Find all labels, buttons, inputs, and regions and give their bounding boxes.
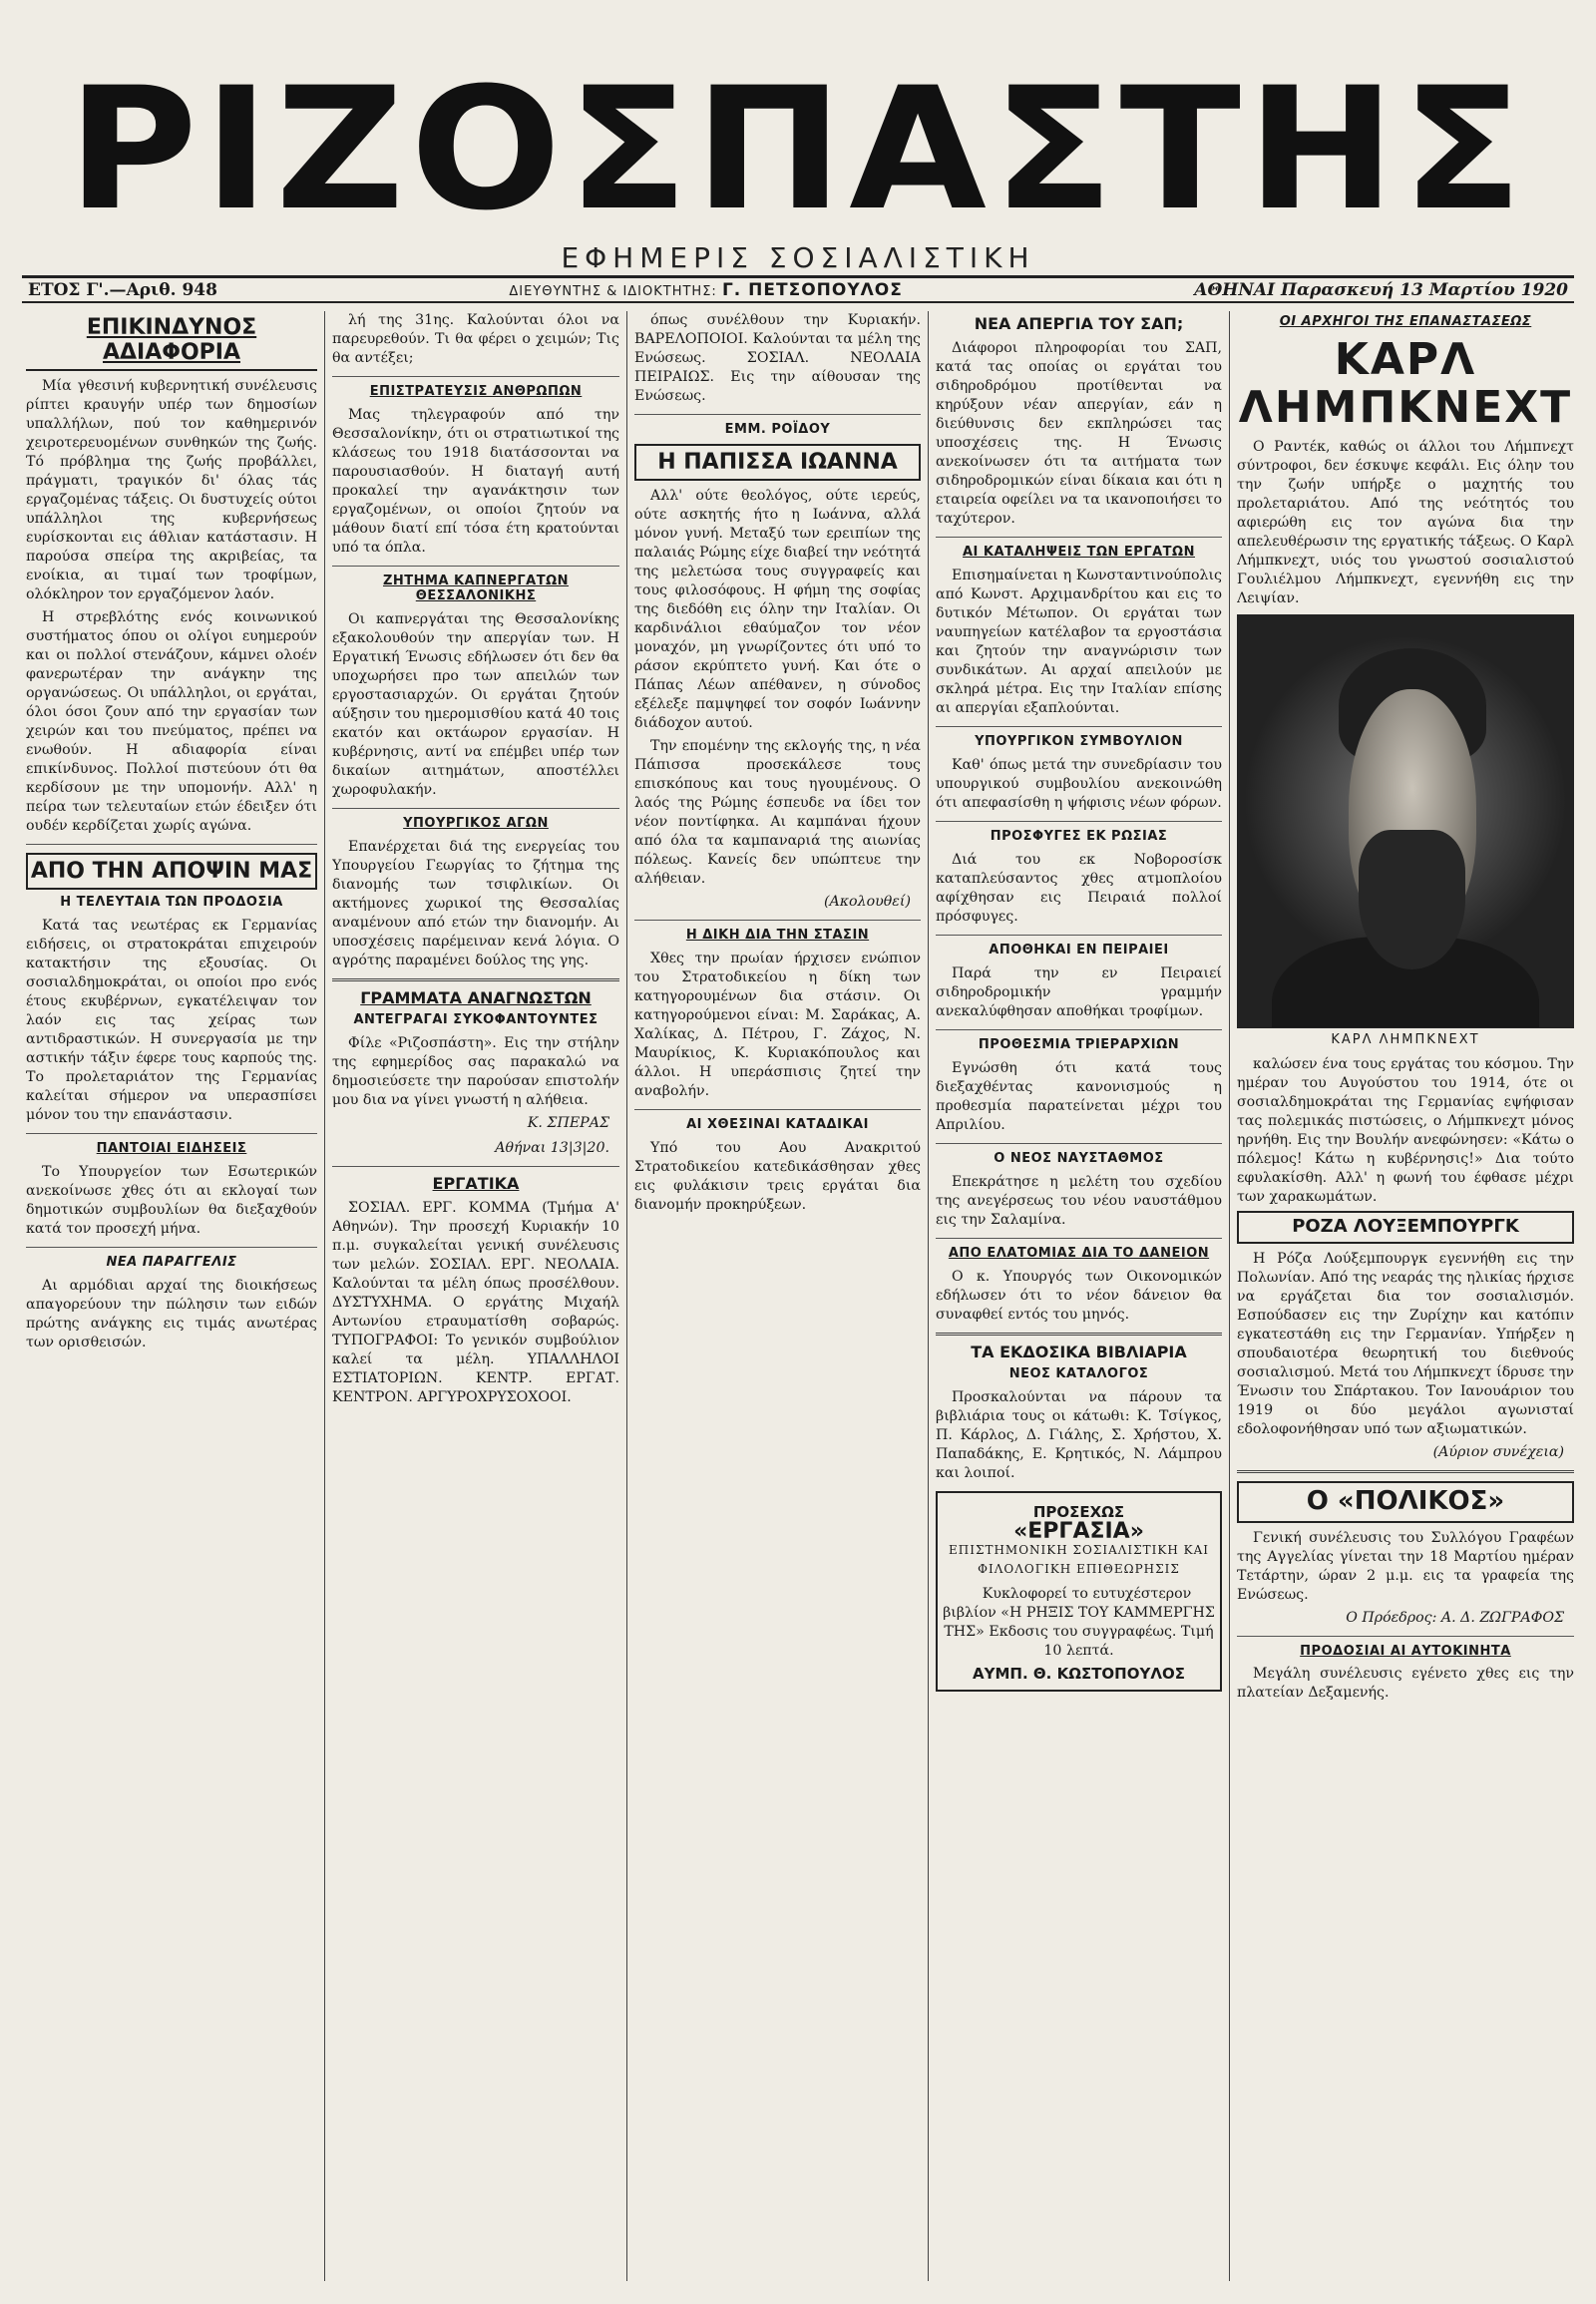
article-headline: ΥΠΟΥΡΓΙΚΟΝ ΣΥΜΒΟΥΛΙΟΝ	[975, 734, 1183, 750]
column-3	[634, 311, 921, 2281]
issue-number: ΕΤΟΣ Γ'.—Αριθ. 948	[28, 279, 217, 300]
article-headline: ΠΡΟΔΟΣΙΑΙ ΑΙ ΑΥΤΟΚΙΝΗΤΑ	[1300, 1643, 1511, 1659]
article-subheadline: ΝΕΟΣ ΚΑΤΑΛΟΓΟΣ	[1008, 1366, 1149, 1382]
divider	[936, 1333, 1222, 1336]
divider	[26, 844, 317, 845]
divider	[634, 1109, 921, 1110]
divider	[936, 1143, 1222, 1144]
article-text: Γενική συνέλευσις του Συλλόγου Γραφέων της Αγγελίας γίνεται την 18 Μαρτίου ημέραν Τετάρτην, ώραν 2 μ.μ. εις τα γραφεία της Ενώσεως.	[1237, 1529, 1574, 1603]
divider	[936, 935, 1222, 936]
article-author: ΕΜΜ. ΡΟΪΔΟΥ	[724, 422, 831, 437]
article-text: Διά του εκ Νοβοροσίσκ καταπλεύσαντος χθες ατμοπλοίου αφίχθησαν εις Πειραιά πολλοί πρόσφυγες.	[936, 852, 1222, 926]
article-text: Μία γθεσινή κυβερνητική συνέλευσις ρίπτει κραυγήν υπέρ των δημοσίων υπαλλήλων, πού τον καθημερινόν χειροτερευομένων συνθηκών της ζωής. Τό πρόβλημα της ζωής προβάλλει, πράγματι, τραγικόν δι' όλας τάς εργαζομένας τάξεις. Οι δυστυχείς ούτοι υπάλληλοι της κυβερνήσεως ευρίσκονται εις άθλιαν κατάστασιν. Η παρούσα σπείρα της ακριβείας, τα ενοίκια, αι τιμαί των τροφίμων, ολόκληρον τον εργαζόμενον λαόν.	[26, 377, 317, 602]
article-text: όπως συνέλθουν την Κυριακήν. ΒΑΡΕΛΟΠΟΙΟΙ. Καλούνται τα μέλη της Ενώσεως. ΣΟΣΙΑΛ. ΝΕΟΛΑΙΑ ΠΕΙΡΑΙΩΣ. Εις την αίθουσαν της Ενώσεως.	[634, 312, 921, 404]
photo-caption: ΚΑΡΛ ΛΗΜΠΚΝΕΧΤ	[1331, 1031, 1480, 1047]
column-1	[26, 311, 317, 2281]
article-headline: ΝΕΑ ΠΑΡΑΓΓΕΛΙΣ	[106, 1254, 237, 1270]
section-headline: ΓΡΑΜΜΑΤΑ ΑΝΑΓΝΩΣΤΩΝ	[360, 987, 592, 1007]
director-name: Γ. ΠΕΤΣΟΠΟΥΛΟΣ	[721, 279, 903, 300]
article-headline: ΠΑΝΤΟΙΑΙ ΕΙΔΗΣΕΙΣ	[96, 1140, 247, 1156]
article-headline: Ο ΝΕΟΣ ΝΑΥΣΤΑΘΜΟΣ	[994, 1151, 1164, 1167]
advertisement-box	[936, 1491, 1222, 1692]
article-text: Παρά την εν Πειραιεί σιδηροδρομικήν γραμμήν ανεκαλύφθησαν αποθήκαι τροφίμων.	[936, 965, 1222, 1020]
article-text: Επισημαίνεται η Κωνσταντινούπολις από Κωνστ. Αρχιμανδρίτου και εις το δυτικόν Μέτωπον. Οι εργάται των ναυπηγείων κατέλαβον τα εργοστάσια και ζητούν την αναγνώρισιν των συνδικάτων. Αι αρχαί απειλούν με σκληρά μέτρα. Εις την Ιταλίαν επίσης αι απεργίαι εξαπλούνται.	[936, 568, 1222, 717]
article-text: Το Υπουργείον των Εσωτερικών ανεκοίνωσε χθες ότι αι εκλογαί των δημοτικών συμβουλίων θα διεξαχθούν κατά τον προσεχή μήνα.	[26, 1163, 317, 1237]
masthead	[0, 51, 1596, 274]
article-headline: ΕΠΙΚΙΝΔΥΝΟΣ ΑΔΙΑΦΟΡΙΑ	[26, 315, 317, 371]
column-rule	[1229, 311, 1230, 2281]
section-tagline: ΟΙ ΑΡΧΗΓΟΙ ΤΗΣ ΕΠΑΝΑΣΤΑΣΕΩΣ	[1279, 314, 1532, 329]
column-5	[1237, 311, 1574, 2281]
divider	[936, 1029, 1222, 1030]
ad-footer: ΑΥΜΠ. Θ. ΚΩΣΤΟΠΟΥΛΟΣ	[973, 1665, 1185, 1684]
article-text: Προσκαλούνται να πάρουν τα βιβλιάρια τους οι κάτωθι: Κ. Τσίγκος, Π. Κάρλος, Δ. Γιάλης, Σ. Χρήστου, Χ. Παπαδάκης, Ε. Κρητικός, Ν. Λάμπρου και λοιποί.	[936, 1389, 1222, 1482]
newspaper-subtitle: ΕΦΗΜΕΡΙΣ ΣΟΣΙΑΛΙΣΤΙΚΗ	[561, 241, 1035, 274]
column-2	[332, 311, 619, 2281]
photo-figure-beard	[1359, 830, 1466, 969]
divider	[1237, 1470, 1574, 1473]
article-text: Η στρεβλότης ενός κοινωνικού συστήματος όπου οι ολίγοι ευημερούν και οι πολλοί στενάζουν, κάμνει ολοέν φανερωτέραν την ανάγκην της οργανώσεως. Οι υπάλληλοι, οι εργάται, όλοι όσοι ζουν από την εργασίαν των χειρών και του πνεύματος, πρέπει να ενωθούν. Η αδιαφορία είναι επικίνδυνος. Πολλοί πιστεύουν ότι θα κερδίσουν με την υπομονήν. Αλλ' η πείρα των τελευταίων ετών έδειξεν ότι ουδέν κερδίζεται χωρίς αγώνα.	[26, 608, 317, 834]
divider	[634, 920, 921, 921]
feature-headline: ΚΑΡΛ ΛΗΜΠΚΝΕΧΤ	[1238, 333, 1573, 433]
ad-subtitle: ΕΠΙΣΤΗΜΟΝΙΚΗ ΣΟΣΙΑΛΙΣΤΙΚΗ ΚΑΙ ΦΙΛΟΛΟΓΙΚΗ ΕΠΙΘΕΩΡΗΣΙΣ	[949, 1543, 1209, 1577]
divider	[936, 821, 1222, 822]
article-headline: ΑΠΟΘΗΚΑΙ ΕΝ ΠΕΙΡΑΙΕΙ	[989, 943, 1169, 959]
article-text: Καθ' όπως μετά την συνεδρίασιν του υπουργικού συμβουλίου ανεκοινώθη ότι απεφασίσθη η ψήφισις νέων φόρων.	[936, 757, 1222, 812]
column-rule	[324, 311, 325, 2281]
article-text: Επεκράτησε η μελέτη του σχεδίου της ανεγέρσεως του νέου ναυστάθμου εις την Σαλαμίνα.	[936, 1174, 1222, 1229]
ad-text: Κυκλοφορεί το ευτυχέστερον βιβλίον «Η ΡΗΞΙΣ ΤΟΥ ΚΑΜΜΕΡΓΗΣ ΤΗΣ» Εκδοσις του συγγραφέως. Τιμή 10 λεπτά.	[943, 1586, 1215, 1660]
article-text: ΣΟΣΙΑΛ. ΕΡΓ. ΚΟΜΜΑ (Τμήμα Α' Αθηνών). Την προσεχή Κυριακήν 10 π.μ. συγκαλείται γενική συνέλευσις των μελών. ΣΟΣΙΑΛ. ΕΡΓ. ΝΕΟΛΑΙΑ. Καλούνται τα μέλη όπως προσέλθουν. ΔΥΣΤΥΧΗΜΑ. Ο εργάτης Μιχαήλ Αντωνίου ετραυματίσθη σοβαρώς. ΤΥΠΟΓΡΑΦΟΙ: Το γενικόν συμβούλιον καλεί τα μέλη. ΥΠΑΛΛΗΛΟΙ ΕΣΤΙΑΤΟΡΙΩΝ. ΚΕΝΤΡ. ΕΡΓΑΤ. ΚΕΝΤΡΟΝ. ΑΡΓΥΡΟΧΡΥΣΟΧΟΟΙ.	[332, 1200, 619, 1406]
article-text: Επανέρχεται διά της ενεργείας του Υπουργείου Γεωργίας το ζήτημα της διανομής των τσιφλικίων. Οι ακτήμονες χωρικοί της Θεσσαλίας αναμένουν από ετών την διανομήν. Αι υποσχέσεις παρέμειναν κενά λόγια. Ο αγρότης παραμένει δούλος της γης.	[332, 838, 619, 968]
newspaper-title: ΡΙΖΟΣΠΑΣΤΗΣ	[67, 51, 1529, 247]
issue-info-bar	[22, 275, 1574, 303]
article-subheadline: ΑΝΤΕΓΡΑΓΑΙ ΣΥΚΟΦΑΝΤΟΥΝΤΕΣ	[353, 1012, 598, 1028]
article-text: Οι καπνεργάται της Θεσσαλονίκης εξακολουθούν την απεργίαν των. Η Εργατική Ένωσις εδήλωσεν ότι δεν θα υποχωρήσει προ των απειλών των εργοστασιαρχών. Οι εργάται ζητούν αύξησιν του ημερομισθίου κατά 40 τοις εκατόν και οκτάωρον εργασίαν. Η κυβέρνησις, αντί να επέμβει υπέρ των δικαίων αιτημάτων, αποστέλλει χωροφυλακήν.	[332, 610, 619, 798]
article-headline: ΥΠΟΥΡΓΙΚΟΣ ΑΓΩΝ	[403, 815, 549, 831]
divider	[936, 1238, 1222, 1239]
article-text: Φίλε «Ριζοσπάστη». Εις την στήλην της εφημερίδος σας παρακαλώ να δημοσιεύσετε την παρούσαν επιστολήν μου δια να γίνει γνωστή η αλήθεια.	[332, 1035, 619, 1109]
article-text: καλώσεν ένα τους εργάτας του κόσμου. Την ημέραν του Αυγούστου του 1914, ότε οι σοσιαλδημοκράται της Γερμανίας εψήφισαν τας πολεμικάς πιστώσεις, ο Λήμπκνεχτ μόνος ηρνήθη. Εις την Βουλήν ανεφώνησεν: «Κάτω ο πόλεμος! Κάτω η κυβέρνησις!» Δια τούτο εφυλακίσθη. Αλλ' η φωνή του έφθασε μέχρι των χαρακωμάτων.	[1237, 1055, 1574, 1205]
divider	[1237, 1636, 1574, 1637]
article-headline: ΑΙ ΧΘΕΣΙΝΑΙ ΚΑΤΑΔΙΚΑΙ	[686, 1117, 869, 1133]
portrait-photo	[1237, 614, 1574, 1028]
article-headline: Η ΔΙΚΗ ΔΙΑ ΤΗΝ ΣΤΑΣΙΝ	[685, 928, 870, 944]
notice-signature: Ο Πρόεδρος: Α. Δ. ΖΩΓΡΑΦΟΣ	[1346, 1609, 1564, 1626]
article-text: Εγνώσθη ότι κατά τους διεξαχθέντας κανονισμούς η προθεσμία παρατείνεται μέχρι του Απριλίου.	[936, 1060, 1222, 1134]
serial-continued: (Ακολουθεί)	[823, 894, 911, 911]
serial-headline: Η ΠΑΠΙΣΣΑ ΙΩΑΝΝΑ	[634, 444, 921, 481]
issue-date: ΑΘΗΝΑΙ Παρασκευή 13 Μαρτίου 1920	[1194, 279, 1568, 300]
director-line	[509, 280, 903, 300]
article-text: Διάφοροι πληροφορίαι του ΣΑΠ, κατά τας οποίας οι εργάται του σιδηροδρόμου προτίθενται να κηρύξουν νέαν απεργίαν, εάν η διεύθυνσις δεν εκπληρώσει τας υποσχέσεις της. Η Ένωσις ανεκοίνωσεν ότι τα αιτήματα των σιδηροδρομικών είναι δίκαια και ότι η εταιρεία οφείλει να τα ικανοποιήσει το ταχύτερον.	[936, 340, 1222, 528]
article-text: Κατά τας νεωτέρας εκ Γερμανίας ειδήσεις, οι στρατοκράται επιχειρούν κατακτήσιν της εξουσίας. Οι σοσιαλδημοκράται, οι οποίοι προ ενός έτους εκυβέρνων, εγκατέλειψαν τον λαόν εις τας χείρας των αντιδραστικών. Η συνεργασία με την αστικήν τάξιν έφερε τους καρπούς της. Το προλεταριάτον της Γερμανίας καλείται σήμερον να υπερασπίσει μόνον του την επανάστασιν.	[26, 917, 317, 1123]
article-headline: ΠΡΟΣΦΥΓΕΣ ΕΚ ΡΩΣΙΑΣ	[990, 829, 1168, 845]
letter-signature: Κ. ΣΠΕΡΑΣ	[527, 1115, 609, 1132]
divider	[332, 566, 619, 567]
serial-continued: (Αύριον συνέχεια)	[1432, 1443, 1564, 1460]
section-headline: ΑΠΟ ΤΗΝ ΑΠΟΨΙΝ ΜΑΣ	[26, 853, 317, 890]
article-headline: ΡΟΖΑ ΛΟΥΞΕΜΠΟΥΡΓΚ	[1237, 1211, 1574, 1244]
letter-date: Αθήναι 13|3|20.	[495, 1140, 609, 1157]
article-text: Η Ρόζα Λούξεμπουργκ εγεννήθη εις την Πολωνίαν. Από της νεαράς της ηλικίας ήρχισε να εργάζεται δια τον σοσιαλισμόν. Εσπούδασεν εις την Ζυρίχην και κατόπιν εγκατεστάθη εις την Γερμανίαν. Υπήρξεν η σπουδαιοτέρα θεωρητική του διεθνούς σοσιαλισμού. Μετά του Λήμπκνεχτ ίδρυσε την Ένωσιν του Σπάρτακου. Τον Ιανουάριον του 1919 οι δύο μεγάλοι αγωνισταί εδολοφονήθησαν υπό των αξιωματικών.	[1237, 1250, 1574, 1437]
article-headline: ΝΕΑ ΑΠΕΡΓΙΑ ΤΟΥ ΣΑΠ;	[974, 314, 1184, 333]
article-headline: ΕΠΙΣΤΡΑΤΕΥΣΙΣ ΑΝΘΡΩΠΩΝ	[369, 384, 583, 399]
article-text: Αι αρμόδιαι αρχαί της διοικήσεως απαγορεύουν την πώλησιν των ειδών πρώτης ανάγκης εις τιμάς ανωτέρας των ορισθεισών.	[26, 1277, 317, 1350]
ad-journal-name: «ΕΡΓΑΣΙΑ»	[1013, 1519, 1144, 1545]
article-text: λή της 31ης. Καλούνται όλοι να παρευρεθούν. Τι θα φέρει ο χειμών; Τις θα αντέξει;	[332, 312, 619, 366]
article-text: Ο Ραντέκ, καθώς οι άλλοι του Λήμπνεχτ σύντροφοι, δεν έσκυψε κεφάλι. Εις όλην του την ζωήν υπήρξε ο μαχητής του προλεταριάτου. Από της νεότητός του αφιερώθη εις τον αγώνα δια την απελευθέρωσιν της εργατικής τάξεως. Ο Καρλ Λήμπκνεχτ, υιός του γνωστού σοσιαλιστού Γουλιέλμου Λήμπκνεχτ, εγεννήθη εις την Λειψίαν.	[1237, 438, 1574, 606]
divider	[936, 726, 1222, 727]
section-headline: ΤΑ ΕΚΔΟΣΙΚΑ ΒΙΒΛΙΑΡΙΑ	[971, 1342, 1187, 1361]
article-text: Μεγάλη συνέλευσις εγένετο χθες εις την πλατείαν Δεξαμενής.	[1237, 1666, 1574, 1702]
column-4	[936, 311, 1222, 2281]
article-text: Μας τηλεγραφούν από την Θεσσαλονίκην, ότι οι στρατιωτικοί της κλάσεως του 1918 διατάσσονται να παρουσιασθούν. Η διαταγή αυτή προκαλεί την αγανάκτησιν των εργαζομένων, οι οποίοι ζητούν να μάθουν διατί επί τόσα έτη κρατούνται υπό τα όπλα.	[332, 406, 619, 556]
divider	[332, 1166, 619, 1167]
article-headline: Ο «ΠΟΛΙΚΟΣ»	[1237, 1481, 1574, 1523]
divider	[332, 376, 619, 377]
article-text: Χθες την πρωίαν ήρχισεν ενώπιον του Στρατοδικείου η δίκη των κατηγορουμένων δια στάσιν. Οι κατηγορούμενοι είναι: Μ. Σαράκας, Α. Χαλίκας, Δ. Πέτρου, Γ. Ζάχος, Ν. Μαυρίκιος, Κ. Κυριακόπουλος και άλλοι. Η υπεράσπισις ζητεί την αναβολήν.	[634, 951, 921, 1100]
divider	[634, 414, 921, 415]
article-headline: ΠΡΟΘΕΣΜΙΑ ΤΡΙΕΡΑΡΧΙΩΝ	[978, 1037, 1180, 1053]
article-headline: ΑΙ ΚΑΤΑΛΗΨΕΙΣ ΤΩΝ ΕΡΓΑΤΩΝ	[963, 545, 1195, 561]
article-text: Υπό του Αου Ανακριτού Στρατοδικείου κατεδικάσθησαν χθες εις φυλάκισιν τρεις εργάται δια διανομήν προκηρύξεων.	[634, 1140, 921, 1214]
divider	[26, 1247, 317, 1248]
article-subheadline: Η ΤΕΛΕΥΤΑΙΑ ΤΩΝ ΠΡΟΔΟΣΙΑ	[60, 894, 283, 910]
divider	[332, 978, 619, 981]
article-headline: ΖΗΤΗΜΑ ΚΑΠΝΕΡΓΑΤΩΝ ΘΕΣΣΑΛΟΝΙΚΗΣ	[382, 573, 570, 603]
director-label: ΔΙΕΥΘΥΝΤΗΣ & ΙΔΙΟΚΤΗΤΗΣ:	[509, 283, 717, 299]
divider	[936, 537, 1222, 538]
column-rule	[626, 311, 627, 2281]
article-text: Την επομένην της εκλογής της, η νέα Πάπισσα προσεκάλεσε τους επισκόπους και τους ηγουμένους. Ο λαός της Ρώμης έσπευδε να ίδει τον νέον ποντίφηκα. Αι καμπάναι ήχουν από όλα τα καμπαναριά της αιωνίας πόλεως. Κανείς δεν υπώπτευε την αλήθειαν.	[634, 738, 921, 888]
divider	[332, 808, 619, 809]
ad-title: ΠΡΟΣΕΧΩΣ	[1032, 1503, 1125, 1522]
article-headline: ΑΠΟ ΕΛΑΤΟΜΙΑΣ ΔΙΑ ΤΟ ΔΑΝΕΙΟΝ	[948, 1246, 1210, 1262]
column-rule	[928, 311, 929, 2281]
divider	[26, 1133, 317, 1134]
article-text: Ο κ. Υπουργός των Οικονομικών εδήλωσεν ότι το νέον δάνειον θα συναφθεί εντός του μηνός.	[936, 1268, 1222, 1323]
article-text: Αλλ' ούτε θεολόγος, ούτε ιερεύς, ούτε ασκητής ήτο η Ιωάννα, αλλά μόνον γυνή. Μεταξύ των ερειπίων της παλαιάς Ρώμης είχε διαβεί την νεότητά της μελετώσα τους συγγραφείς και τους φιλοσόφους. Η φήμη της σοφίας της διεδόθη εις όλην την Ιταλίαν. Οι καρδινάλιοι εθαύμαζον τον νέον μοναχόν, μη γνωρίζοντες ότι υπό το ράσον εκρύπτετο γυνή. Και ότε ο Πάπας Λέων απέθανεν, η σύνοδος εξέλεξε παμψηφεί τον σοφόν Ιωάννην διάδοχον αυτού.	[634, 488, 921, 732]
section-headline: ΕΡΓΑΤΙΚΑ	[432, 1174, 520, 1194]
